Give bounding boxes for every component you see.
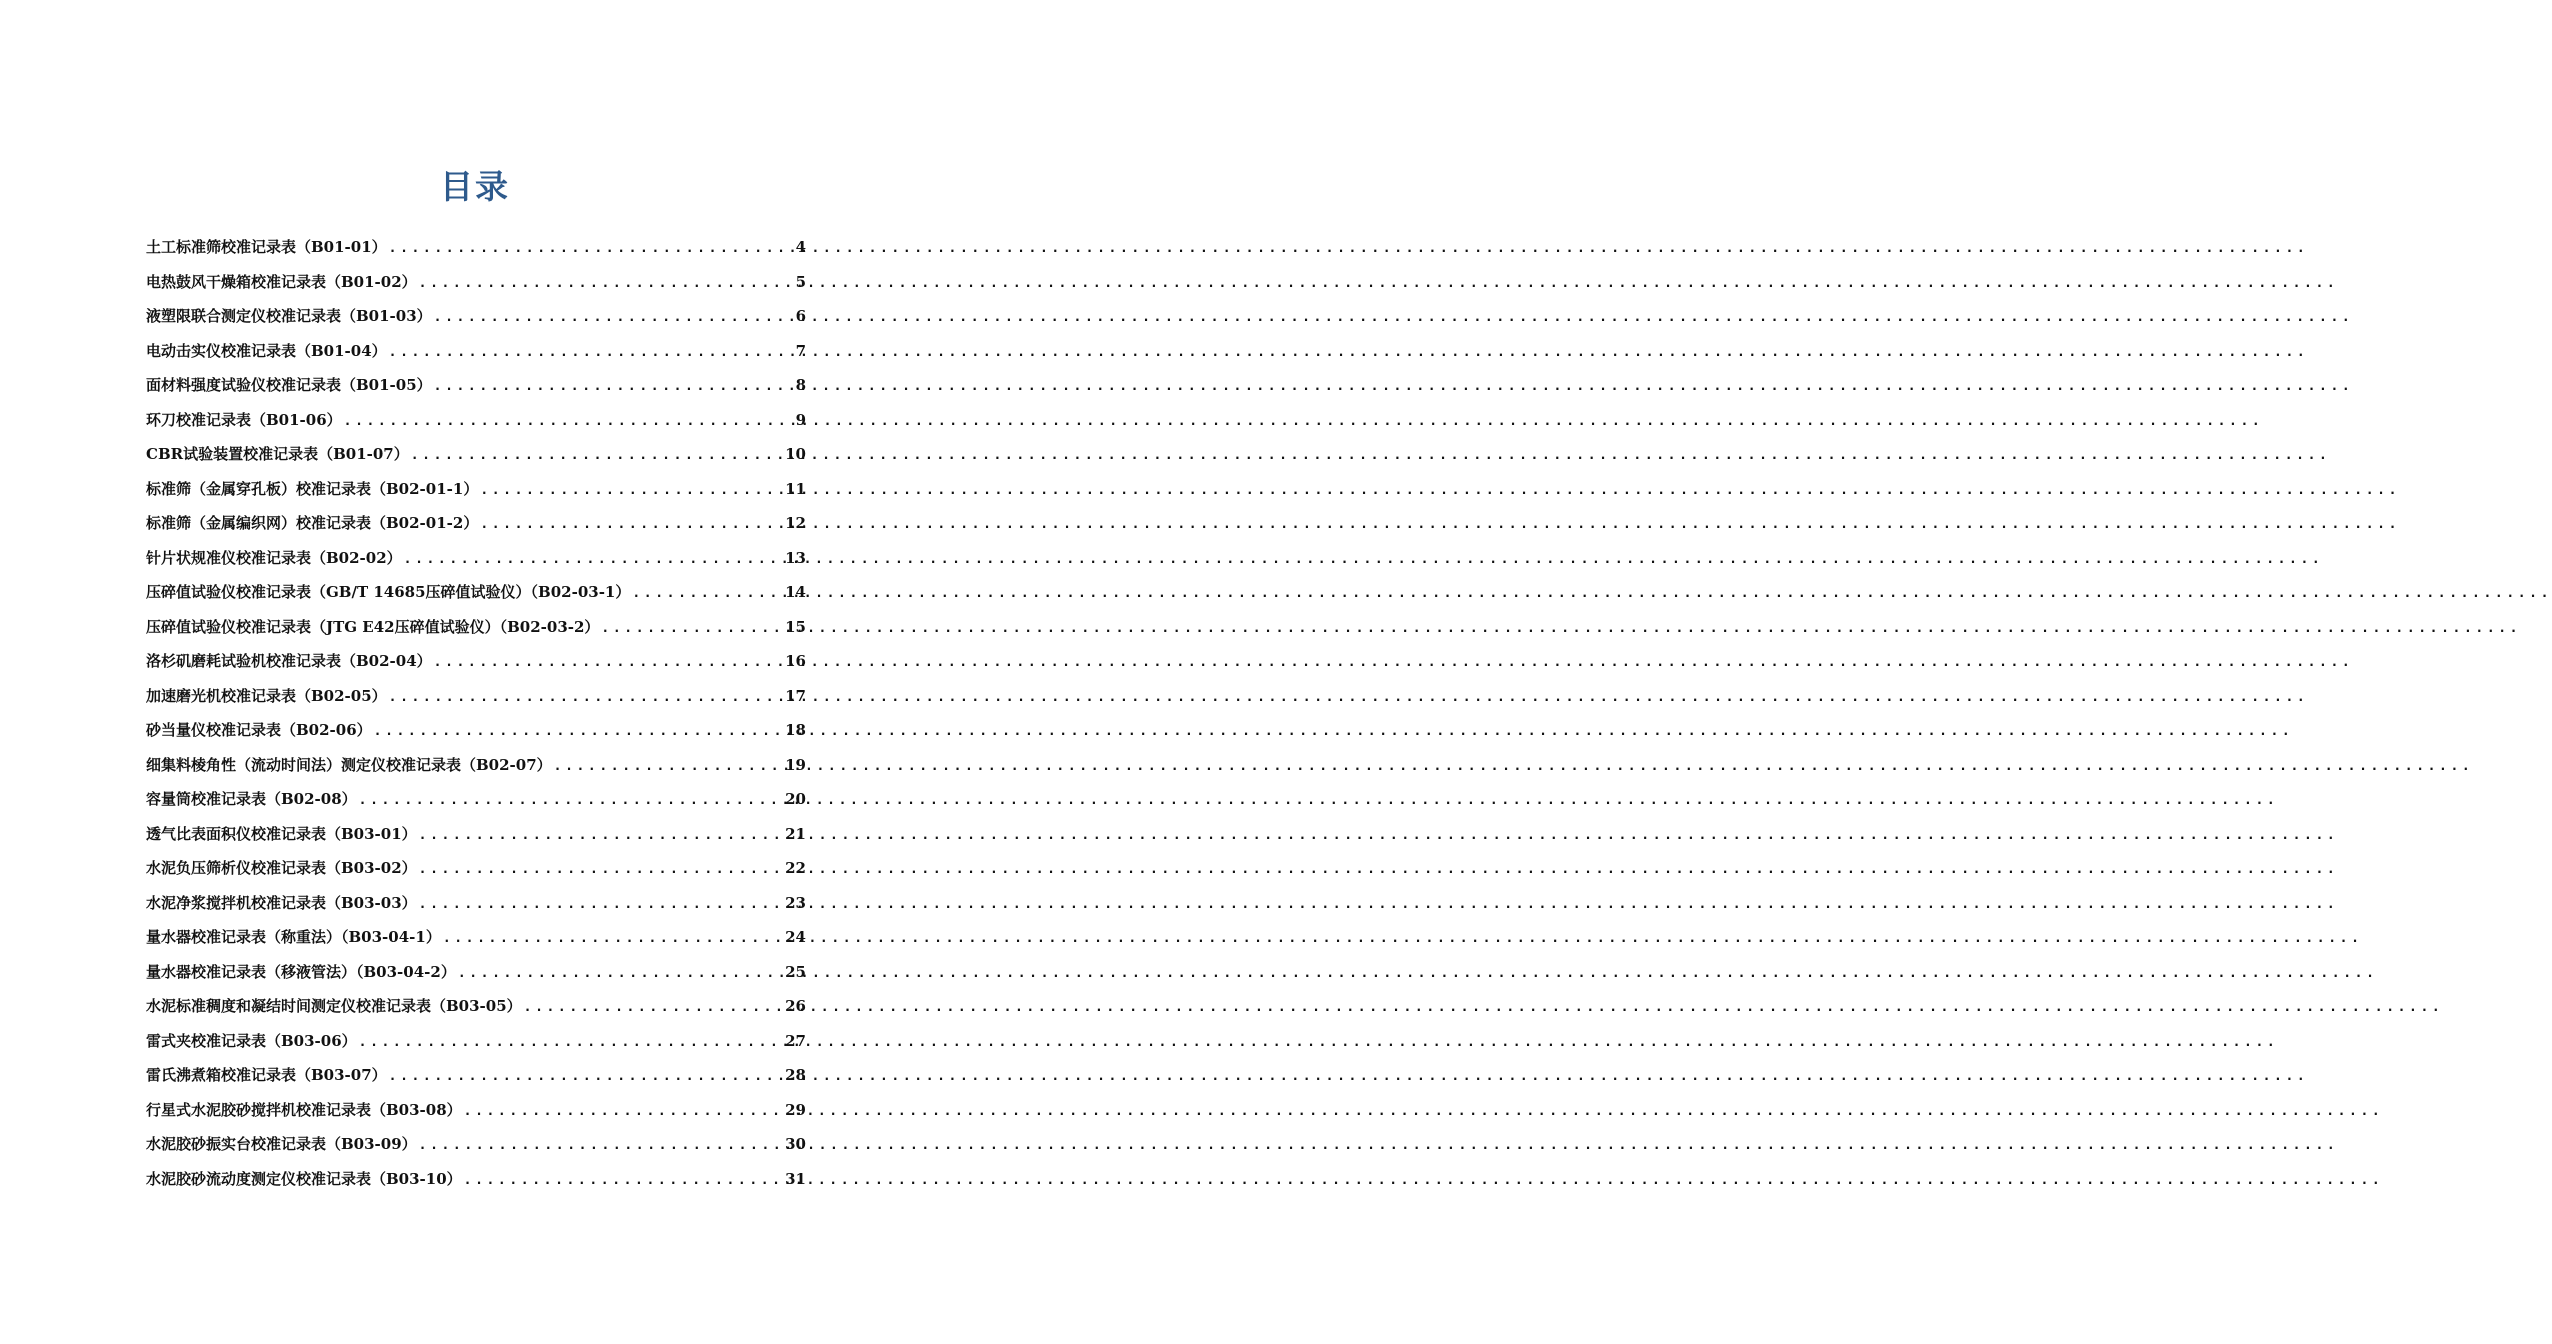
toc-dot-leader (434, 655, 781, 670)
toc-entry[interactable] (146, 1099, 806, 1134)
table-of-contents (146, 236, 806, 1202)
toc-entry-title: 压碎值试验仪校准记录表（GB/T 14685压碎值试验仪）（B02-03-1） (146, 583, 631, 601)
toc-dot-leader (344, 414, 792, 429)
toc-entry[interactable] (146, 236, 806, 271)
toc-entry[interactable] (146, 443, 806, 478)
toc-dot-leader (359, 1035, 781, 1050)
toc-dot-leader (411, 448, 781, 463)
toc-entry-title: CBR试验装置校准记录表（B01-07） (146, 445, 409, 463)
toc-entry-title: 压碎值试验仪校准记录表（JTG E42压碎值试验仪）（B02-03-2） (146, 617, 600, 636)
toc-page-number: 22 (785, 859, 806, 877)
toc-entry[interactable] (146, 581, 806, 616)
toc-entry[interactable] (146, 961, 806, 996)
toc-dot-leader (374, 724, 781, 739)
toc-page-number: 10 (785, 445, 806, 463)
toc-entry-title: 电动击实仪校准记录表（B01-04） (146, 341, 387, 360)
toc-dot-leader (419, 828, 781, 843)
toc-entry-title: 洛杉矶磨耗试验机校准记录表（B02-04） (146, 652, 432, 670)
toc-entry[interactable] (146, 305, 806, 340)
toc-entry-title: 标准筛（金属穿孔板）校准记录表（B02-01-1） (146, 479, 479, 498)
toc-entry-title: 透气比表面积仪校准记录表（B03-01） (146, 824, 417, 843)
toc-dot-leader (480, 517, 781, 532)
toc-entry[interactable] (146, 685, 806, 720)
toc-entry[interactable] (146, 340, 806, 375)
toc-page-number: 11 (785, 479, 806, 498)
toc-dot-leader (419, 276, 792, 291)
toc-dot-leader (404, 552, 781, 567)
toc-page-number: 29 (785, 1100, 806, 1119)
toc-page-number: 27 (785, 1031, 806, 1050)
toc-page-number: 16 (785, 652, 806, 670)
toc-dot-leader (464, 1104, 781, 1119)
toc-entry[interactable] (146, 616, 806, 651)
toc-page-number: 14 (785, 583, 806, 601)
toc-entry[interactable] (146, 478, 806, 513)
page-title: 目录 (440, 167, 510, 206)
toc-entry[interactable] (146, 1168, 806, 1203)
toc-page-number: 28 (785, 1066, 806, 1084)
toc-entry-title: 容量筒校准记录表（B02-08） (146, 790, 357, 808)
toc-entry-title: 量水器校准记录表（称重法）（B03-04-1） (146, 928, 441, 946)
toc-entry-title: 水泥净浆搅拌机校准记录表（B03-03） (146, 893, 417, 912)
toc-entry-title: 电热鼓风干燥箱校准记录表（B01-02） (146, 272, 417, 291)
toc-page-number: 7 (795, 341, 806, 360)
toc-entry-title: 面材料强度试验仪校准记录表（B01-05） (146, 376, 432, 394)
toc-entry[interactable] (146, 512, 806, 547)
toc-entry-title: 量水器校准记录表（移液管法）（B03-04-2） (146, 962, 456, 981)
toc-entry[interactable] (146, 857, 806, 892)
toc-dot-leader (632, 586, 781, 601)
toc-entry[interactable] (146, 892, 806, 927)
toc-entry[interactable] (146, 823, 806, 858)
toc-entry-title: 针片状规准仪校准记录表（B02-02） (146, 548, 402, 567)
toc-page-number: 5 (795, 272, 806, 291)
toc-dot-leader (389, 241, 792, 256)
toc-entry-title: 砂当量仪校准记录表（B02-06） (146, 721, 372, 739)
toc-entry-title: 水泥负压筛析仪校准记录表（B03-02） (146, 859, 417, 877)
toc-entry[interactable] (146, 547, 806, 582)
toc-page-number: 21 (785, 824, 806, 843)
toc-dot-leader (419, 897, 781, 912)
toc-dot-leader (419, 1138, 781, 1153)
toc-page-number: 23 (785, 893, 806, 912)
toc-entry[interactable] (146, 650, 806, 685)
toc-dot-leader (458, 966, 781, 981)
toc-entry-title: 雷式夹校准记录表（B03-06） (146, 1031, 357, 1050)
toc-entry-title: 水泥胶砂流动度测定仪校准记录表（B03-10） (146, 1169, 462, 1188)
toc-entry-title: 加速磨光机校准记录表（B02-05） (146, 686, 387, 705)
toc-page-number: 31 (785, 1169, 806, 1188)
toc-entry[interactable] (146, 1064, 806, 1099)
toc-page-number: 12 (785, 514, 806, 532)
toc-entry[interactable] (146, 271, 806, 306)
toc-dot-leader (443, 931, 781, 946)
toc-dot-leader (389, 345, 792, 360)
toc-entry-title: 标准筛（金属编织网）校准记录表（B02-01-2） (146, 514, 479, 532)
toc-dot-leader (389, 1069, 781, 1084)
toc-entry[interactable] (146, 926, 806, 961)
toc-dot-leader (389, 690, 781, 705)
toc-entry-title: 环刀校准记录表（B01-06） (146, 410, 342, 429)
toc-entry-title: 液塑限联合测定仪校准记录表（B01-03） (146, 307, 432, 325)
toc-page-number: 20 (785, 790, 806, 808)
toc-page-number: 13 (785, 548, 806, 567)
toc-dot-leader (601, 621, 781, 636)
toc-entry-title: 土工标准筛校准记录表（B01-01） (146, 238, 387, 256)
toc-entry[interactable] (146, 1030, 806, 1065)
toc-dot-leader (359, 793, 781, 808)
toc-dot-leader (434, 310, 792, 325)
toc-entry-title: 细集料棱角性（流动时间法）测定仪校准记录表（B02-07） (146, 755, 552, 774)
toc-entry[interactable] (146, 409, 806, 444)
toc-entry[interactable] (146, 995, 806, 1030)
toc-entry[interactable] (146, 719, 806, 754)
toc-entry-title: 雷氏沸煮箱校准记录表（B03-07） (146, 1066, 387, 1084)
toc-entry[interactable] (146, 374, 806, 409)
toc-page-number: 17 (785, 686, 806, 705)
toc-page-number: 4 (795, 238, 806, 256)
toc-dot-leader (480, 483, 781, 498)
toc-dot-leader (434, 379, 792, 394)
toc-entry-title: 水泥胶砂振实台校准记录表（B03-09） (146, 1135, 417, 1153)
toc-page-number: 25 (785, 962, 806, 981)
toc-entry[interactable] (146, 1133, 806, 1168)
document-page (0, 0, 950, 1344)
toc-dot-leader (554, 759, 781, 774)
toc-page-number: 18 (785, 721, 806, 739)
toc-entry[interactable] (146, 754, 806, 789)
toc-page-number: 9 (795, 410, 806, 429)
toc-dot-leader (419, 862, 781, 877)
toc-dot-leader (524, 1000, 781, 1015)
toc-page-number: 19 (785, 755, 806, 774)
toc-page-number: 30 (785, 1135, 806, 1153)
toc-page-number: 8 (795, 376, 806, 394)
toc-page-number: 15 (785, 617, 806, 636)
toc-entry-title: 水泥标准稠度和凝结时间测定仪校准记录表（B03-05） (146, 997, 522, 1015)
toc-dot-leader (464, 1173, 781, 1188)
toc-entry[interactable] (146, 788, 806, 823)
toc-page-number: 24 (785, 928, 806, 946)
toc-page-number: 6 (795, 307, 806, 325)
toc-entry-title: 行星式水泥胶砂搅拌机校准记录表（B03-08） (146, 1100, 462, 1119)
toc-page-number: 26 (785, 997, 806, 1015)
